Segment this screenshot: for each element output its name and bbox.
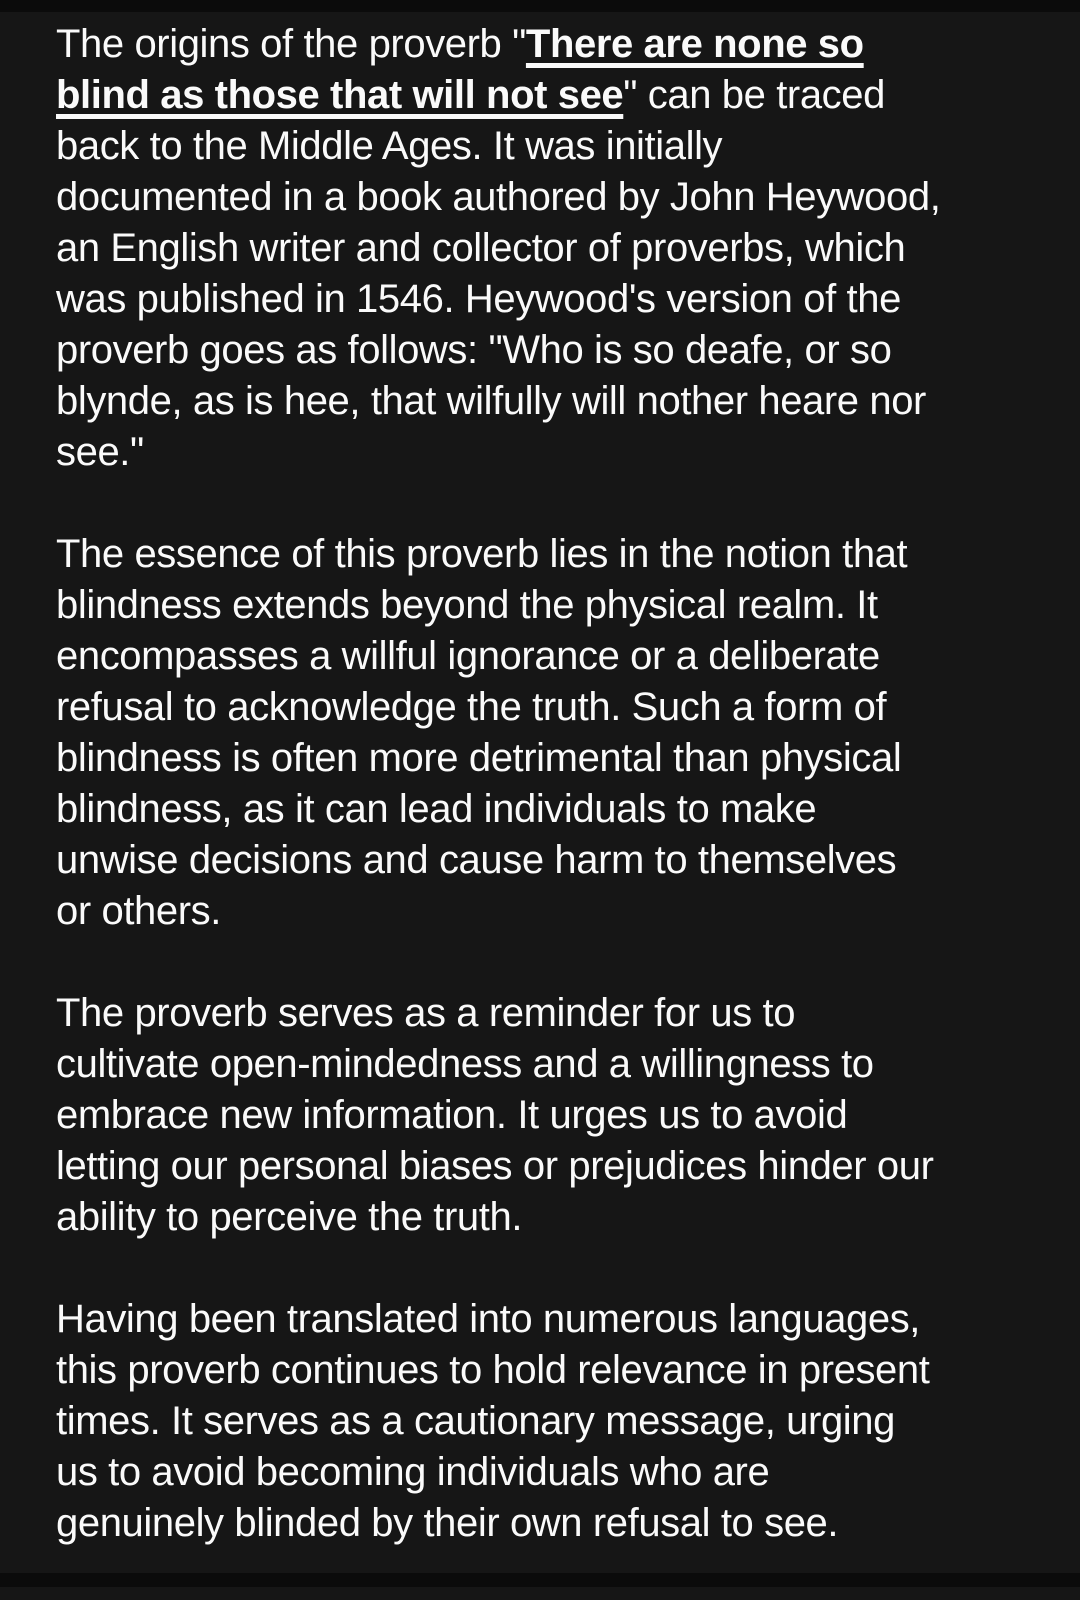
proverb-highlight: blind as those that will not see [56,73,624,117]
text-run: was published in 1546. Heywood's version of the [56,277,901,321]
text-run: embrace new information. It urges us to avoid [56,1093,848,1137]
text-line [56,172,1044,223]
text-run: ability to perceive the truth. [56,1195,523,1239]
text-line [56,1447,1044,1498]
text-run: or others. [56,889,221,933]
text-line [56,835,1044,886]
text-run: The essence of this proverb lies in the notion that [56,532,908,576]
text-line [56,1192,1044,1243]
text-run: The proverb serves as a reminder for us to [56,991,796,1035]
text-line [56,121,1044,172]
text-run: cultivate open-mindedness and a willingness to [56,1042,874,1086]
text-line [56,1294,1044,1345]
text-line [56,19,1044,70]
text-run: blindness is often more detrimental than physical [56,736,902,780]
text-run: us to avoid becoming individuals who are [56,1450,770,1494]
text-line [56,886,1044,937]
text-run: this proverb continues to hold relevance in present [56,1348,930,1392]
text-line [56,1396,1044,1447]
text-run: refusal to acknowledge the truth. Such a form of [56,685,887,729]
text-run: unwise decisions and cause harm to themselves [56,838,897,882]
text-run: blindness, as it can lead individuals to make [56,787,817,831]
text-line [56,1039,1044,1090]
text-run: proverb goes as follows: "Who is so deafe, or so [56,328,892,372]
text-line [56,376,1044,427]
text-line [56,784,1044,835]
text-line [56,70,1044,121]
text-line [56,631,1044,682]
text-line [56,1345,1044,1396]
bottom-edge-shadow [0,1573,1080,1587]
text-run: blindness extends beyond the physical realm. It [56,583,878,627]
top-edge-shadow [0,0,1080,12]
text-line [56,733,1044,784]
text-run: " can be traced [623,73,885,117]
text-line [56,1141,1044,1192]
text-run: Having been translated into numerous languages, [56,1297,921,1341]
paragraph [56,1294,1044,1549]
text-run: back to the Middle Ages. It was initially [56,124,723,168]
text-run: documented in a book authored by John Heywood, [56,175,941,219]
text-run: genuinely blinded by their own refusal to see. [56,1501,839,1545]
text-line [56,223,1044,274]
text-run: times. It serves as a cautionary message, urging [56,1399,895,1443]
proverb-highlight: There are none so [525,22,864,66]
paragraph [56,19,1044,478]
text-run: The origins of the proverb " [56,22,526,66]
paragraph [56,529,1044,937]
text-run: blynde, as is hee, that wilfully will nother heare nor [56,379,926,423]
text-line [56,1498,1044,1549]
text-line [56,1090,1044,1141]
text-line [56,427,1044,478]
text-line [56,682,1044,733]
text-run: encompasses a willful ignorance or a deliberate [56,634,880,678]
paragraph [56,988,1044,1243]
text-line [56,274,1044,325]
text-line [56,325,1044,376]
text-run: letting our personal biases or prejudices hinder our [56,1144,934,1188]
text-run: an English writer and collector of proverbs, which [56,226,906,270]
text-line [56,529,1044,580]
text-line [56,988,1044,1039]
text-line [56,580,1044,631]
text-run: see." [56,430,144,474]
